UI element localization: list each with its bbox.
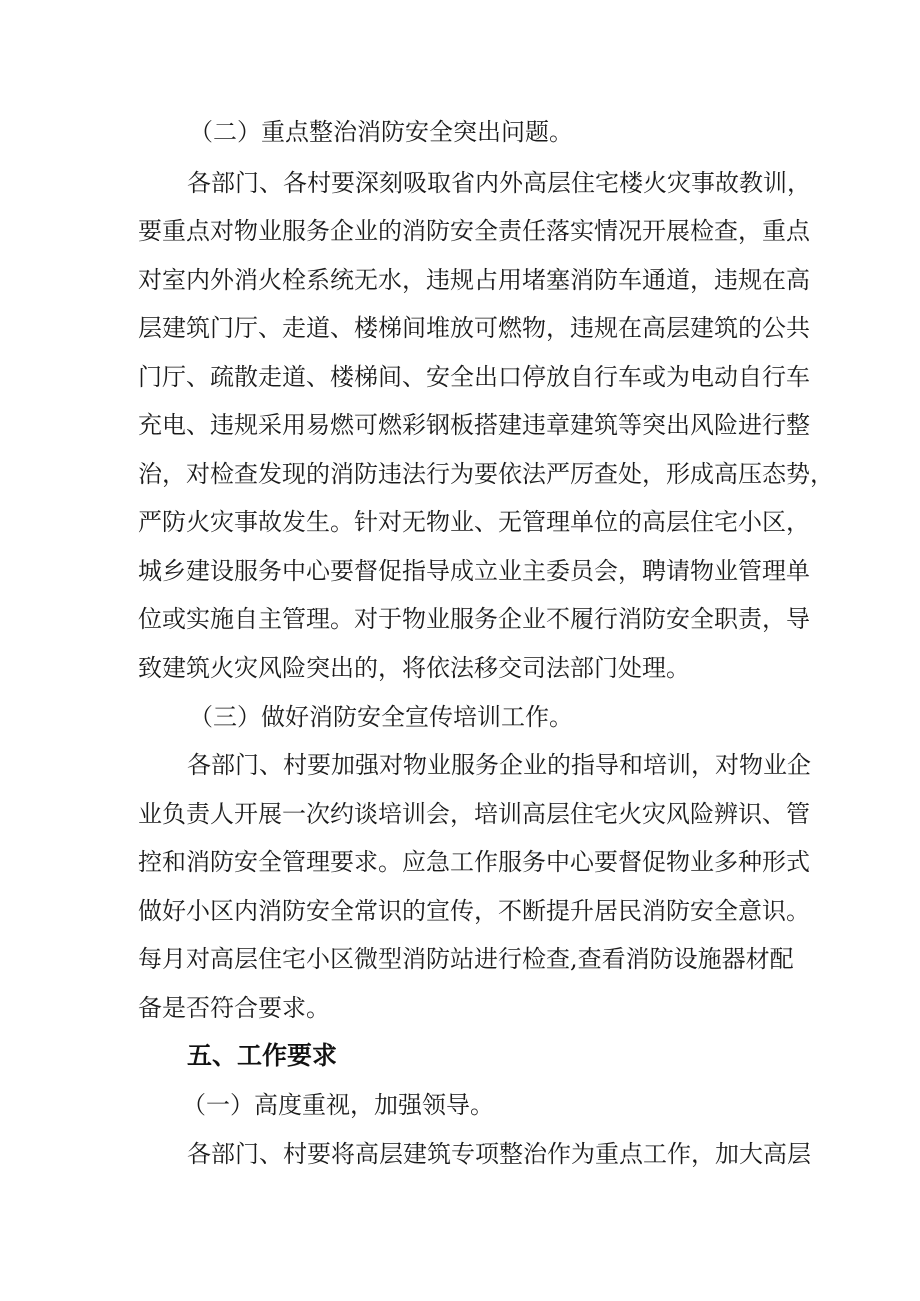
paragraph-line: 对室内外消火栓系统无水，违规占用堵塞消防车通道，违规在高 bbox=[138, 266, 810, 294]
section-2-title: （二）重点整治消防安全突出问题。 bbox=[189, 118, 573, 146]
paragraph-line: 各部门、村要加强对物业服务企业的指导和培训，对物业企 bbox=[187, 751, 811, 779]
paragraph-line: 门厅、疏散走道、楼梯间、安全出口停放自行车或为电动自行车 bbox=[138, 363, 810, 391]
part-5-heading: 五、工作要求 bbox=[187, 1041, 338, 1070]
paragraph-line: 层建筑门厅、走道、楼梯间堆放可燃物，违规在高层建筑的公共 bbox=[138, 314, 810, 342]
paragraph-line: 要重点对物业服务企业的消防安全责任落实情况开展检查，重点 bbox=[138, 217, 810, 245]
paragraph-line: 各部门、村要将高层建筑专项整治作为重点工作，加大高层 bbox=[187, 1140, 811, 1168]
paragraph-line: 致建筑火灾风险突出的，将依法移交司法部门处理。 bbox=[138, 654, 690, 682]
paragraph-line: 城乡建设服务中心要督促指导成立业主委员会，聘请物业管理单 bbox=[138, 557, 810, 585]
section-3-title: （三）做好消防安全宣传培训工作。 bbox=[189, 703, 573, 731]
paragraph-line: 各部门、各村要深刻吸取省内外高层住宅楼火灾事故教训， bbox=[187, 169, 811, 197]
paragraph-line: 位或实施自主管理。对于物业服务企业不履行消防安全职责，导 bbox=[138, 605, 810, 633]
paragraph-line: 控和消防安全管理要求。应急工作服务中心要督促物业多种形式 bbox=[138, 848, 810, 876]
paragraph-line: 治，对检查发现的消防违法行为要依法严厉查处，形成高压态势， bbox=[138, 460, 834, 488]
paragraph-line: 每月对高层住宅小区微型消防站进行检查,查看消防设施器材配 bbox=[138, 945, 794, 973]
paragraph-line: 备是否符合要求。 bbox=[138, 994, 330, 1022]
paragraph-line: 做好小区内消防安全常识的宣传，不断提升居民消防安全意识。 bbox=[138, 897, 810, 925]
paragraph-line: 严防火灾事故发生。针对无物业、无管理单位的高层住宅小区， bbox=[138, 508, 810, 536]
subsection-1-title: （一）高度重视，加强领导。 bbox=[182, 1091, 494, 1119]
paragraph-line: 充电、违规采用易燃可燃彩钢板搭建违章建筑等突出风险进行整 bbox=[138, 411, 810, 439]
paragraph-line: 业负责人开展一次约谈培训会，培训高层住宅火灾风险辨识、管 bbox=[138, 800, 810, 828]
